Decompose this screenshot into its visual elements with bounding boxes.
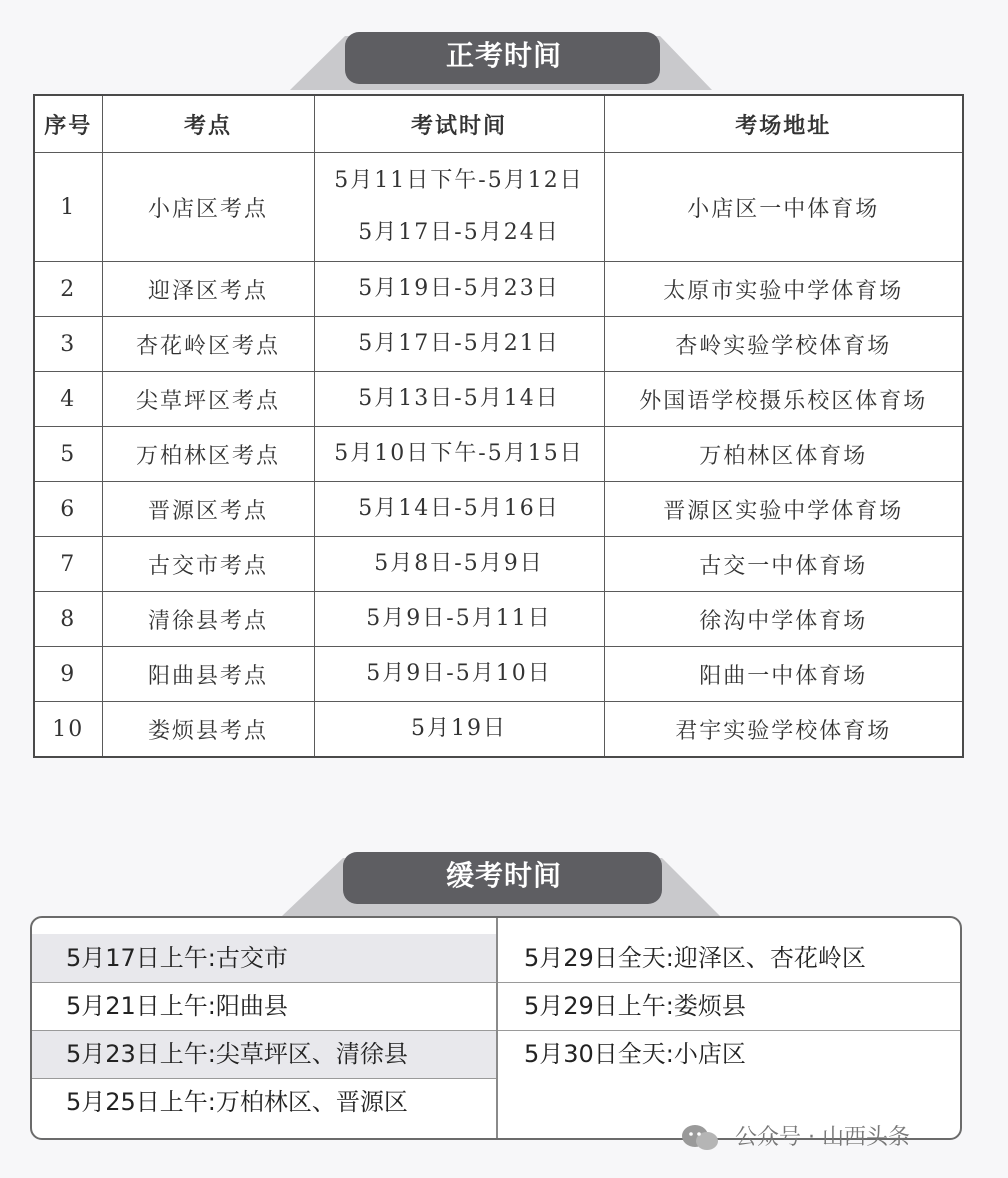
header-time: 考试时间 — [314, 95, 604, 153]
exam-site: 娄烦县考点 — [102, 702, 314, 758]
row-divider — [32, 982, 496, 983]
exam-time-line: 5月8日-5月9日 — [374, 551, 544, 576]
exam-address: 小店区一中体育场 — [604, 153, 963, 262]
row-number: 6 — [34, 482, 102, 537]
table-row — [34, 317, 963, 372]
exam-address: 君宇实验学校体育场 — [604, 702, 963, 758]
table-header-row — [34, 95, 963, 153]
header-address: 考场地址 — [604, 95, 963, 153]
row-divider — [498, 982, 962, 983]
exam-site: 尖草坪区考点 — [102, 372, 314, 427]
makeup-item: 5月30日全天:小店区 — [524, 1040, 746, 1068]
table-row — [34, 702, 963, 758]
makeup-item: 5月21日上午:阳曲县 — [66, 992, 288, 1020]
exam-time-line: 5月10日下午-5月15日 — [334, 441, 584, 466]
exam-time-line: 5月17日-5月24日 — [358, 220, 560, 245]
exam-site: 晋源区考点 — [102, 482, 314, 537]
row-number: 2 — [34, 262, 102, 317]
table-row — [34, 537, 963, 592]
header-no: 序号 — [34, 95, 102, 153]
exam-site: 迎泽区考点 — [102, 262, 314, 317]
exam-address: 万柏林区体育场 — [604, 427, 963, 482]
row-number: 3 — [34, 317, 102, 372]
exam-address: 外国语学校摄乐校区体育场 — [604, 372, 963, 427]
row-divider — [498, 1030, 962, 1031]
exam-time — [314, 482, 604, 537]
row-number: 8 — [34, 592, 102, 647]
exam-time — [314, 592, 604, 647]
table-row — [34, 482, 963, 537]
exam-time — [314, 702, 604, 758]
row-number: 7 — [34, 537, 102, 592]
exam-time — [314, 153, 604, 262]
exam-time-line: 5月14日-5月16日 — [358, 496, 560, 521]
row-divider — [32, 1078, 496, 1079]
row-number: 9 — [34, 647, 102, 702]
exam-address: 古交一中体育场 — [604, 537, 963, 592]
exam-time — [314, 262, 604, 317]
exam-site: 古交市考点 — [102, 537, 314, 592]
exam-time-line: 5月11日下午-5月12日 — [334, 168, 584, 193]
table-row — [34, 153, 963, 262]
table-row — [34, 427, 963, 482]
exam-schedule-table — [33, 94, 964, 758]
row-number: 1 — [34, 153, 102, 262]
exam-time-line: 5月19日-5月23日 — [358, 276, 560, 301]
exam-site: 小店区考点 — [102, 153, 314, 262]
main-section-banner — [0, 28, 1008, 98]
exam-site: 杏花岭区考点 — [102, 317, 314, 372]
exam-address: 晋源区实验中学体育场 — [604, 482, 963, 537]
exam-address: 阳曲一中体育场 — [604, 647, 963, 702]
exam-address: 徐沟中学体育场 — [604, 592, 963, 647]
exam-time-line: 5月9日-5月10日 — [366, 661, 552, 686]
makeup-item: 5月17日上午:古交市 — [32, 934, 496, 982]
makeup-section-title: 缓考时间 — [445, 859, 562, 892]
exam-time — [314, 317, 604, 372]
exam-time-line: 5月19日 — [411, 716, 507, 741]
exam-time-line: 5月13日-5月14日 — [358, 386, 560, 411]
table-row — [34, 592, 963, 647]
exam-time-line: 5月17日-5月21日 — [358, 331, 560, 356]
makeup-item: 5月25日上午:万柏林区、晋源区 — [66, 1088, 408, 1116]
makeup-item: 5月23日上午:尖草坪区、清徐县 — [32, 1030, 496, 1078]
makeup-schedule-table — [30, 916, 962, 1140]
main-section-title: 正考时间 — [445, 39, 562, 72]
makeup-item: 5月29日全天:迎泽区、杏花岭区 — [524, 944, 866, 972]
row-number: 5 — [34, 427, 102, 482]
table-row — [34, 372, 963, 427]
wechat-icon — [680, 1123, 720, 1153]
exam-address: 太原市实验中学体育场 — [604, 262, 963, 317]
exam-time-line: 5月9日-5月11日 — [366, 606, 552, 631]
exam-address: 杏岭实验学校体育场 — [604, 317, 963, 372]
makeup-item: 5月29日上午:娄烦县 — [524, 992, 746, 1020]
exam-time — [314, 537, 604, 592]
makeup-section-banner — [0, 850, 1008, 920]
exam-time — [314, 647, 604, 702]
row-divider — [32, 1030, 496, 1031]
exam-time — [314, 372, 604, 427]
header-site: 考点 — [102, 95, 314, 153]
exam-site: 阳曲县考点 — [102, 647, 314, 702]
row-number: 10 — [34, 702, 102, 758]
table-row — [34, 262, 963, 317]
watermark — [680, 1120, 910, 1156]
watermark-text: 公众号 · 山西头条 — [735, 1125, 910, 1150]
row-number: 4 — [34, 372, 102, 427]
exam-time — [314, 427, 604, 482]
exam-site: 万柏林区考点 — [102, 427, 314, 482]
exam-site: 清徐县考点 — [102, 592, 314, 647]
table-row — [34, 647, 963, 702]
